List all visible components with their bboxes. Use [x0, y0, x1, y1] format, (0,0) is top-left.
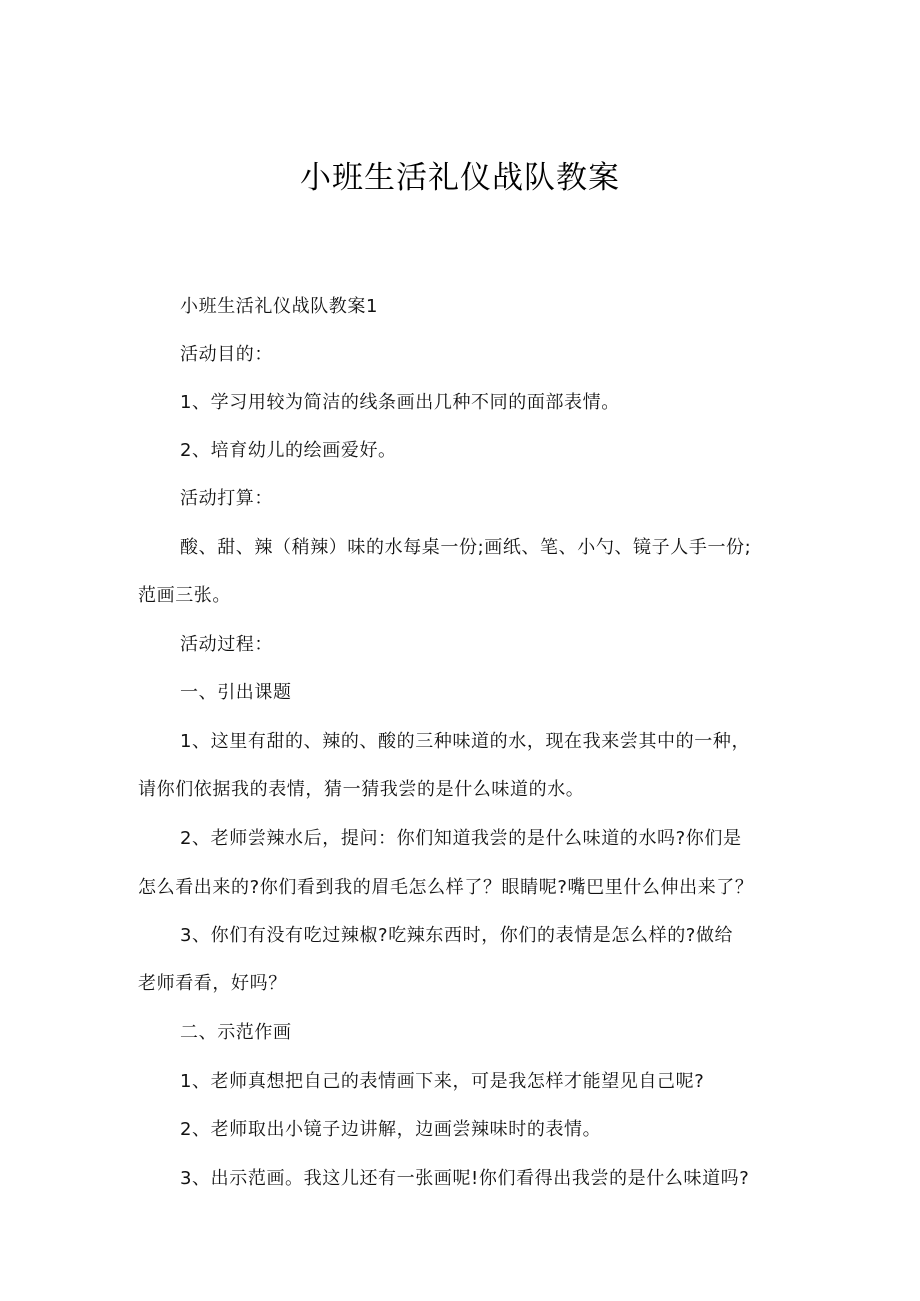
paragraph-continuation: 请你们依据我的表情，猜一猜我尝的是什么味道的水。 — [138, 779, 585, 800]
list-item: 3、你们有没有吃过辣椒?吃辣东西时，你们的表情是怎么样的?做给 — [180, 925, 734, 946]
paragraph: 活动目的： — [180, 344, 273, 365]
paragraph: 活动打算： — [180, 488, 273, 509]
list-item: 2、老师尝辣水后，提问：你们知道我尝的是什么味道的水吗?你们是 — [180, 828, 742, 849]
paragraph: 酸、甜、辣（稍辣）味的水每桌一份;画纸、笔、小勺、镜子人手一份; — [180, 537, 752, 558]
subsection-heading: 一、引出课题 — [180, 682, 292, 703]
paragraph: 活动过程： — [180, 634, 273, 655]
paragraph-continuation: 老师看看，好吗？ — [138, 973, 287, 994]
list-item: 1、学习用较为简洁的线条画出几种不同的面部表情。 — [180, 392, 620, 413]
paragraph-continuation: 范画三张。 — [138, 585, 231, 606]
list-item: 1、这里有甜的、辣的、酸的三种味道的水，现在我来尝其中的一种， — [180, 731, 751, 752]
section-heading: 小班生活礼仪战队教案1 — [180, 296, 379, 317]
list-item: 2、培育幼儿的绘画爱好。 — [180, 440, 397, 461]
list-item: 2、老师取出小镜子边讲解，边画尝辣味时的表情。 — [180, 1119, 602, 1140]
list-item: 1、老师真想把自己的表情画下来，可是我怎样才能望见自己呢? — [180, 1071, 705, 1092]
subsection-heading: 二、示范作画 — [180, 1022, 292, 1043]
list-item: 3、出示范画。我这儿还有一张画呢!你们看得出我尝的是什么味道吗? — [180, 1168, 750, 1189]
paragraph-continuation: 怎么看出来的?你们看到我的眉毛怎么样了？眼睛呢?嘴巴里什么伸出来了？ — [138, 877, 754, 898]
document-title: 小班生活礼仪战队教案 — [300, 160, 620, 196]
